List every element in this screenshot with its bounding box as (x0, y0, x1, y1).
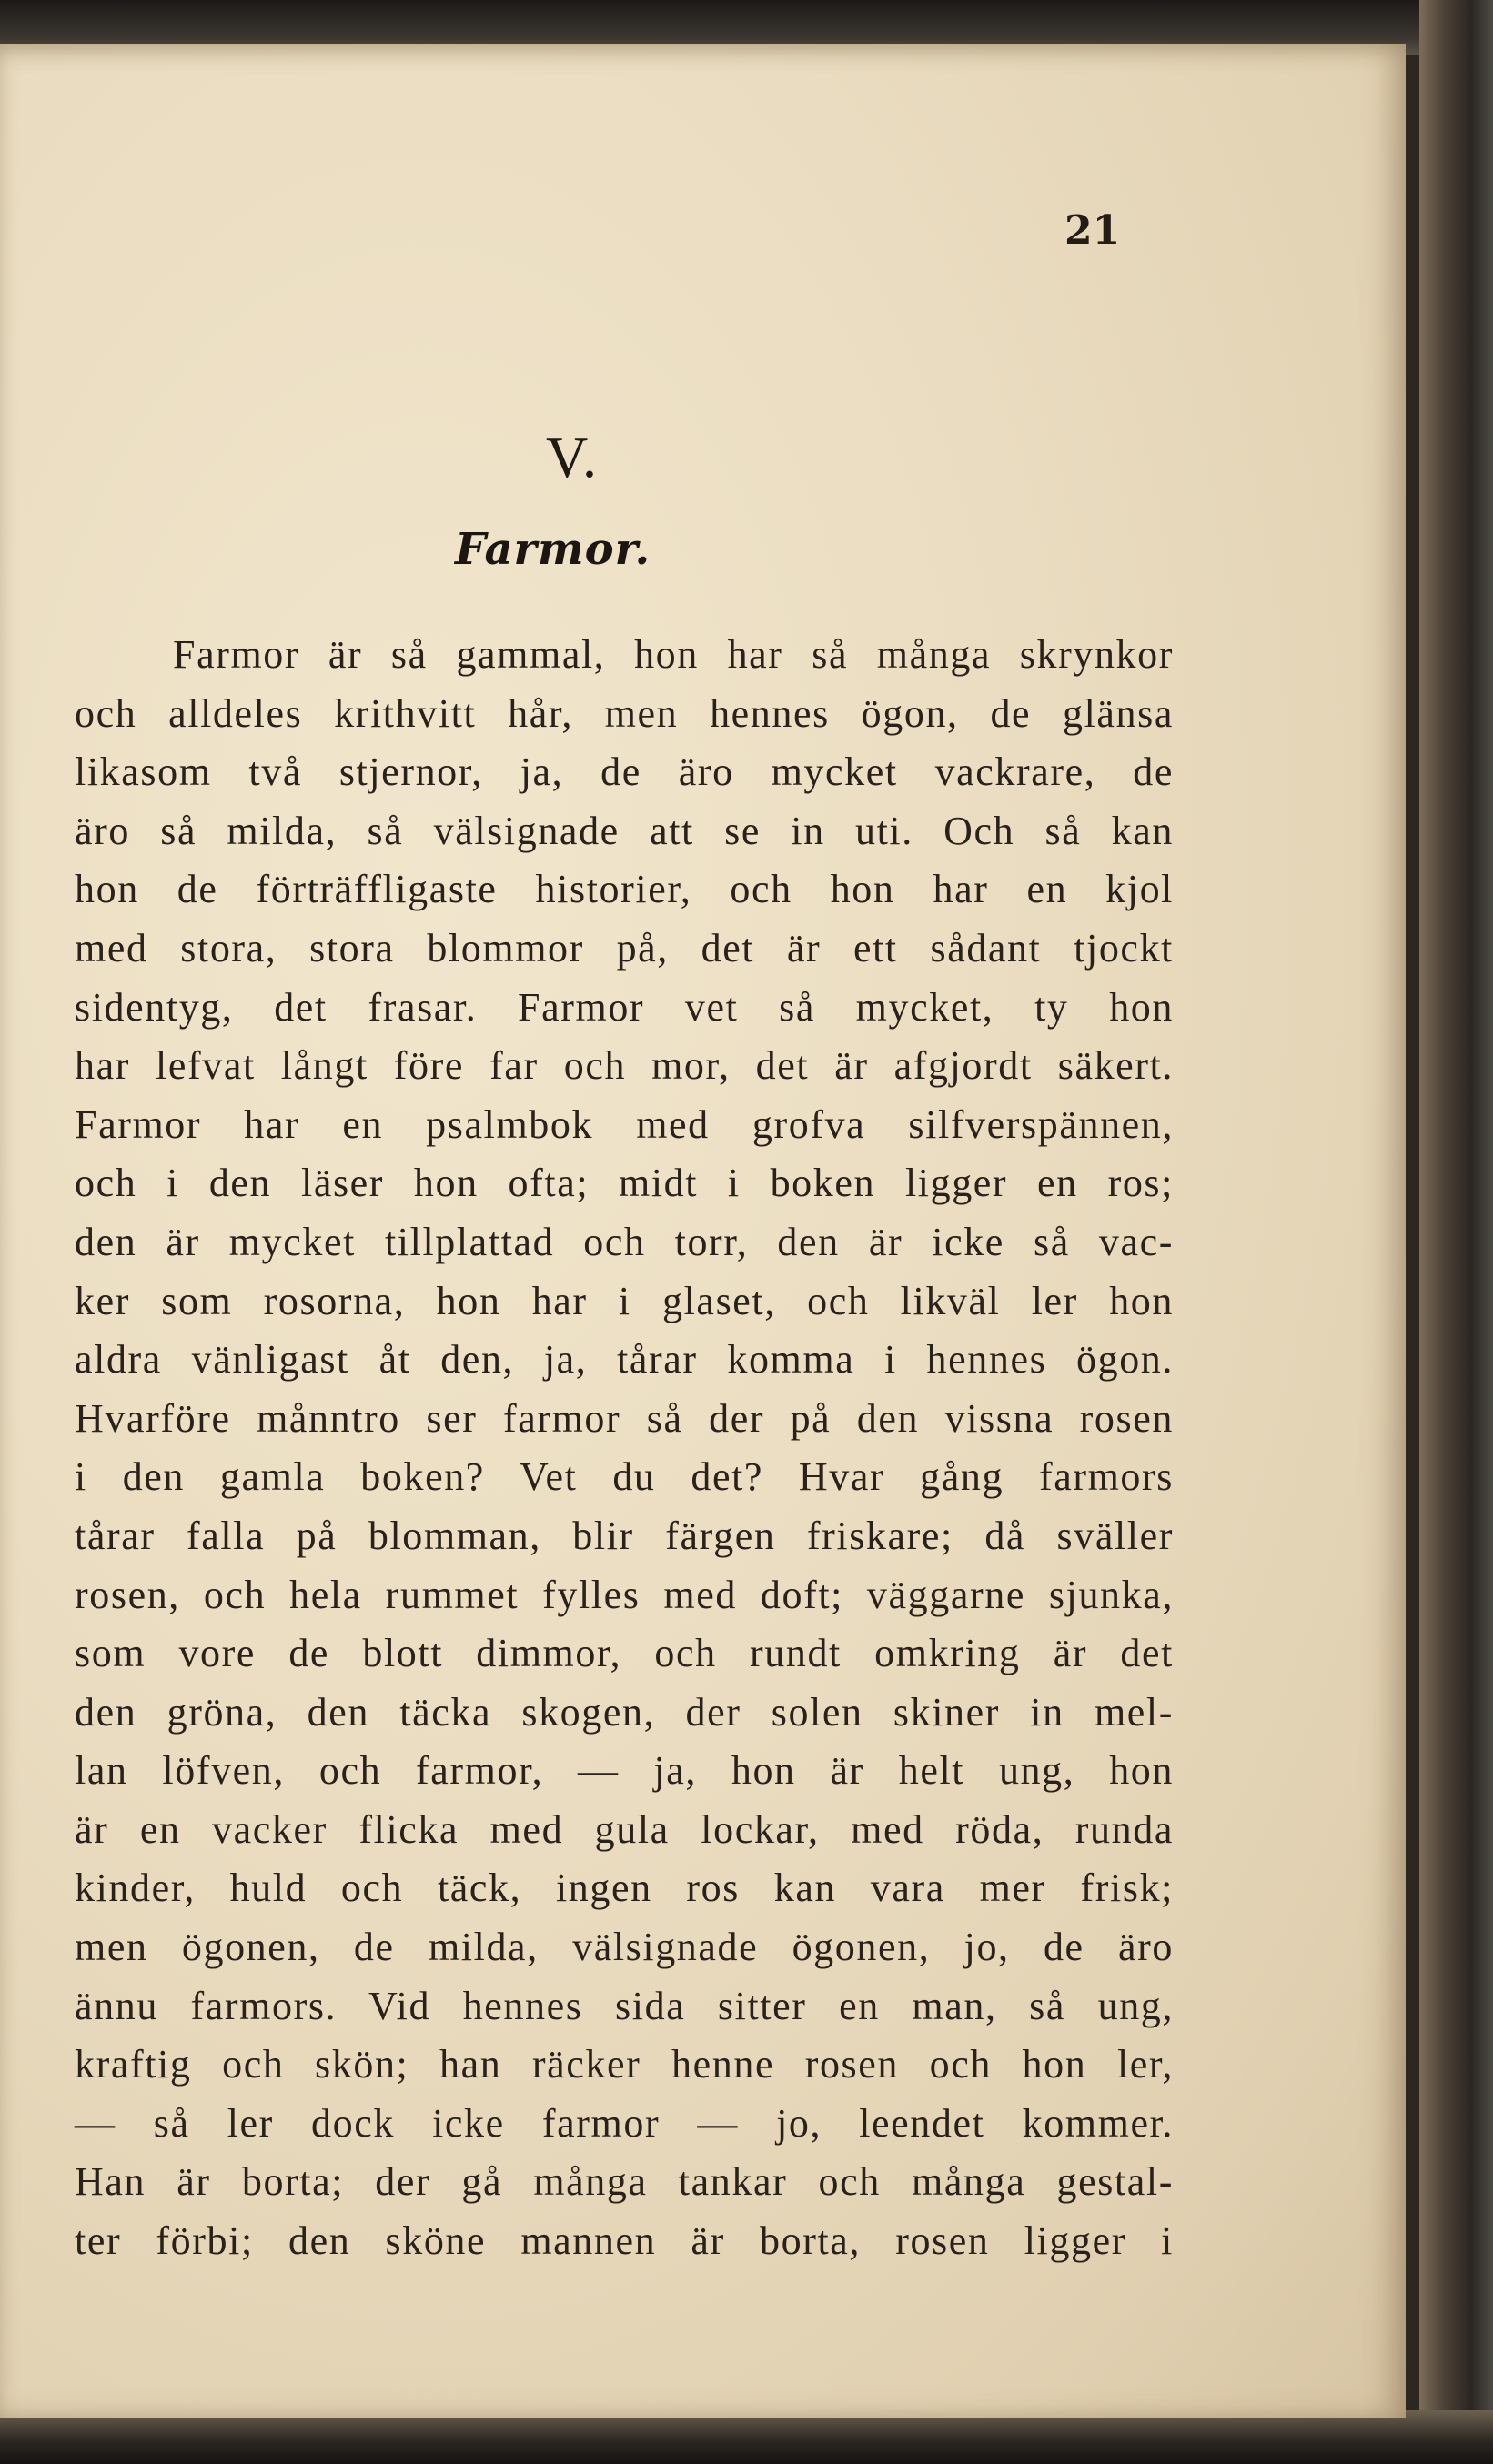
book-spine-edge (1419, 0, 1493, 2464)
text-line: lan löfven, och farmor, — ja, hon är helt ung, hon (75, 1748, 1174, 1794)
text-line: men ögonen, de milda, välsignade ögonen, jo, de äro (75, 1925, 1174, 1970)
book-page (0, 44, 1406, 2418)
scan-bottom-edge (0, 2410, 1493, 2464)
text-line: äro så milda, så välsignade att se in uti. Och så kan (75, 808, 1174, 853)
text-line: i den gamla boken? Vet du det? Hvar gång farmors (75, 1454, 1174, 1500)
text-line: och alldeles krithvitt hår, men hennes ögon, de glänsa (75, 690, 1174, 736)
text-line: Hvarföre månntro ser farmor så der på den vissna rosen (75, 1395, 1174, 1441)
text-line: ker som rosorna, hon har i glaset, och likväl ler hon (75, 1278, 1174, 1323)
text-line: Han är borta; der gå många tankar och många gestal- (75, 2159, 1174, 2205)
page-number: 21 (1064, 207, 1121, 254)
text-line: Farmor är så gammal, hon har så många skrynkor (173, 632, 1174, 677)
text-line: kinder, huld och täck, ingen ros kan vara mer frisk; (75, 1866, 1174, 1911)
text-line: aldra vänligast åt den, ja, tårar komma i hennes ögon. (75, 1337, 1174, 1383)
text-line: är en vacker flicka med gula lockar, med röda, runda (75, 1806, 1174, 1852)
text-line: har lefvat långt före far och mor, det är afgjordt säkert. (75, 1043, 1174, 1089)
text-line: — så ler dock icke farmor — jo, leendet kommer. (75, 2100, 1174, 2146)
body-text (75, 626, 1174, 2271)
chapter-number: V. (546, 425, 599, 489)
text-line: ter förbi; den sköne mannen är borta, rosen ligger i (75, 2218, 1174, 2264)
text-line: Farmor har en psalmbok med grofva silfverspännen, (75, 1101, 1174, 1147)
text-line: ännu farmors. Vid hennes sida sitter en man, så ung, (75, 1983, 1174, 2028)
text-line: hon de förträffligaste historier, och hon har en kjol (75, 867, 1174, 912)
chapter-title: Farmor. (455, 524, 651, 575)
text-line: och i den läser hon ofta; midt i boken ligger en ros; (75, 1161, 1174, 1206)
text-line: kraftig och skön; han räcker henne rosen och hon ler, (75, 2042, 1174, 2087)
text-line: likasom två stjernor, ja, de äro mycket vackrare, de (75, 749, 1174, 795)
text-line: rosen, och hela rummet fylles med doft; väggarne sjunka, (75, 1572, 1174, 1617)
text-line: med stora, stora blommor på, det är ett sådant tjockt (75, 925, 1174, 971)
text-line: tårar falla på blomman, blir färgen friskare; då sväller (75, 1513, 1174, 1558)
text-line: sidentyg, det frasar. Farmor vet så mycket, ty hon (75, 984, 1174, 1030)
text-line: som vore de blott dimmor, och rundt omkring är det (75, 1631, 1174, 1676)
text-line: den gröna, den täcka skogen, der solen skiner in mel- (75, 1689, 1174, 1735)
text-line: den är mycket tillplattad och torr, den är icke så vac- (75, 1219, 1174, 1264)
